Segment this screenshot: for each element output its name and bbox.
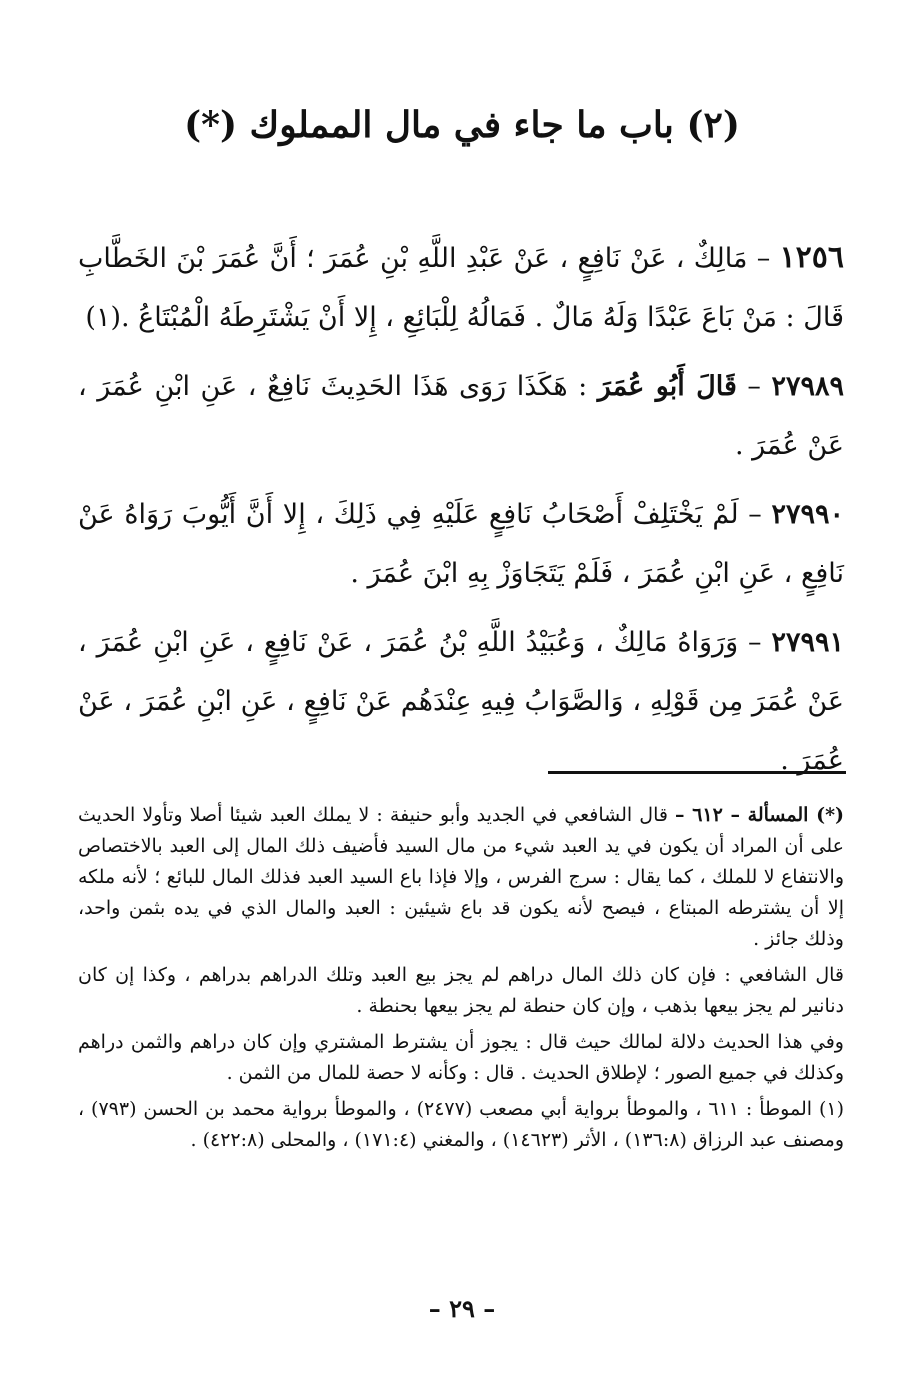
footnote-text: قال الشافعي : فإن كان ذلك المال دراهم لم يجز بيع العبد وتلك الدراهم بدراهم ، وكذا إن كان دنانير لم يجز بيعها بذهب ، وإن كان حنطة لم يجز بيعها بحنطة . xyxy=(78,964,844,1017)
footnote-text: وفي هذا الحديث دلالة لمالك حيث قال : يجوز أن يشترط المشتري وإن كان دراهم والثمن دراهم وكذلك في جميع الصور ؛ لإطلاق الحديث . قال : وكأنه لا حصة للمال من الثمن . xyxy=(78,1031,844,1084)
paragraph-1256 xyxy=(78,228,844,347)
paragraph-text: – لَمْ يَخْتَلِفْ أَصْحَابُ نَافِعٍ عَلَيْهِ فِي ذَلِكَ ، إِلا أَنَّ أَيُّوبَ رَوَاهُ عَنْ نَافِعٍ ، عَنِ ابْنِ عُمَرَ ، فَلَمْ يَتَجَاوَزْ بِهِ ابْنَ عُمَرَ . xyxy=(78,499,844,589)
paragraph-number: ٢٧٩٩٠ xyxy=(771,499,844,530)
footnote-text: قال الشافعي في الجديد وأبو حنيفة : لا يملك العبد شيئا أصلا وتأولا الحديث على أن المراد أن يكون في يد العبد شيء من مال السيد فأضيف ذلك المال إلى العبد بالاختصاص والانتفاع لا للملك ، كما يقال : سرج الفرس ، وإلا فإذا باع السيد العبد فذلك المال للبائع ؛ لأنه ملكه إلا أن يشترطه المبتاع ، فيصح لأنه يكون قد باع شيئين : العبد والمال الذي في يده بثمن واحد، وذلك جائز . xyxy=(78,804,844,950)
main-text xyxy=(78,228,844,800)
page-number: – ٢٩ – xyxy=(428,1294,496,1323)
footnote-text: الموطأ : ٦١١ ، والموطأ برواية أبي مصعب (٢٤٧٧) ، والموطأ برواية محمد بن الحسن (٧٩٣) ، ومصنف عبد الرزاق (١٣٦:٨) ، الأثر (١٤٦٢٣) ، والمغني (١٧١:٤) ، والمحلى (٤٢٢:٨) . xyxy=(78,1098,844,1151)
footnote-item xyxy=(78,1027,844,1089)
paragraph-27990 xyxy=(78,485,844,603)
footnotes xyxy=(78,800,844,1161)
footnote-item xyxy=(78,960,844,1022)
paragraph-text: – وَرَوَاهُ مَالِكٌ ، وَعُبَيْدُ اللَّهِ بْنُ عُمَرَ ، عَنْ نَافِعٍ ، عَنِ ابْنِ عُمَرَ ، عَنْ عُمَرَ مِن قَوْلِهِ ، وَالصَّوَابُ فِيهِ عِنْدَهُم عَنْ نَافِعٍ ، عَنِ ابْنِ عُمَرَ ، عَنْ عُمَرَ . xyxy=(78,627,844,776)
footnote-label: (*) المسألة – ٦١٢ – xyxy=(675,804,844,826)
footnote-label: (١) xyxy=(818,1098,844,1120)
paragraph-text: – مَالِكٌ ، عَنْ نَافِعٍ ، عَنْ عَبْدِ اللَّهِ بْنِ عُمَرَ ؛ أَنَّ عُمَرَ بْنَ الخَطَّابِ قَالَ : مَنْ بَاعَ عَبْدًا وَلَهُ مَالٌ . فَمَالُهُ لِلْبَائِعِ ، إِلا أَنْ يَشْتَرِطَهُ الْمُبْتَاعُ .(١) xyxy=(78,243,844,333)
chapter-title: (٢) باب ما جاء في مال المملوك (*) xyxy=(184,104,740,146)
footnote-divider xyxy=(548,771,846,774)
footnote-item xyxy=(78,800,844,955)
paragraph-number: ٢٧٩٨٩ xyxy=(771,371,844,402)
paragraph-27991 xyxy=(78,613,844,790)
footnote-item xyxy=(78,1094,844,1156)
paragraph-27989: ٢٧٩٨٩ – قَالَ أَبُو عُمَرَ : هَكَذَا رَوَى هَذَا الحَدِيثَ نَافِعٌ ، عَنِ ابْنِ عُمَرَ ، عَنْ عُمَرَ . xyxy=(78,371,844,461)
paragraph-number: ٢٧٩٩١ xyxy=(771,627,844,658)
speaker-label: قَالَ أَبُو عُمَرَ xyxy=(597,371,737,402)
paragraph-text: : هَكَذَا رَوَى هَذَا الحَدِيثَ نَافِعٌ ، عَنِ ابْنِ عُمَرَ ، عَنْ عُمَرَ . xyxy=(78,371,844,461)
paragraph-number: ١٢٥٦ xyxy=(779,240,844,275)
